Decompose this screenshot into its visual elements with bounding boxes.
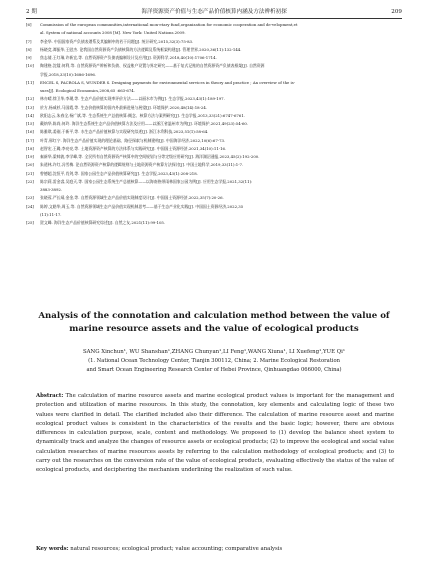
reference-number: [21]	[26, 170, 34, 176]
reference-item	[26, 161, 402, 169]
reference-text: Commission of the european communities,international mon-etary fund,organization for economic cooperation and de-velopment,et	[40, 22, 298, 27]
reference-text: sues[J]. Ecological Economics,2008,65 :663-674.	[40, 88, 135, 93]
affiliation-line-2: and Smart Ocean Engineering Research Center of Hebei Province, Qinhuangdao 066000, China)	[86, 367, 342, 373]
reference-number: [20]	[26, 162, 34, 168]
reference-text: 赵智宏,王璐,李亮亮,等. 土地资源资产核算的方法体系与实践研究[J]. 中国国土资源经济,2021,34(10):11-16.	[40, 145, 227, 151]
abstract-text: The calculation of marine resource assets and marine ecological product values is important for the management and protection and utilization of marine resources. In this study, the connotation, key elements and calculating logic of these two values were clarified in detail. The clarified included also their difference. The calculation of marine resource asset and marine ecological product values is consistent in the characteristics of the results and the basic logic; however, there are obvious differences in calculation purpose, scale, content and methodology. We proposed to (1) develop the balance sheet system to dynamically track and analyze the changes of resource assets or ecological products; (2) to improve the ecological and social value calculation researches of marine resources assets by referring to the calculation methodology of ecological products; and (3) to carry out the researches on the conversion rate of the value of ecological products, evaluating effectively the status of the value of ecological products, and deciphering the mechanism underlining the realization of such value.	[36, 393, 394, 474]
reference-text: 戴纳华,陈尚,何玲. 海洋生态系统生态产品价值核算方法及应用——以浙江省温州市为例[J]. 环境保护,2021,49(23):54-60.	[40, 121, 249, 126]
reference-number: [8]	[26, 46, 32, 52]
reference-number: [24]	[26, 203, 34, 209]
reference-item	[26, 112, 402, 120]
reference-item	[26, 219, 402, 227]
reference-number: [16]	[26, 129, 34, 135]
issue-number: 2 期	[26, 9, 37, 15]
reference-text: 陈宗莉,雷金睿,吴庭天,等. 国家公园生态系统生产总值核算——以海南热带雨林国家公园为例[J]. 应用生态学报,2021,32(11):	[40, 178, 253, 184]
english-abstract	[36, 392, 394, 476]
reference-text: (11):11-17.	[40, 211, 62, 217]
reference-item	[26, 194, 402, 202]
reference-item-continuation	[26, 211, 402, 219]
reference-text: 陶建格,沈镭,何利,等. 自然资源资产辨析和负债、权益账户设置与界定研究——基于复式记账的自然资源资产负债表框架[J]. 自然资源	[40, 63, 265, 69]
affiliation-line-1: (1. National Ocean Technology Center, Tianjin 300112, China; 2. Marine Ecological Restoration	[88, 358, 340, 364]
reference-list	[26, 21, 402, 227]
reference-text: 林亦晴,徐卫华,李璞,等. 生态产品价值实现率评价方法——以丽水市为例[J]. 生态学报,2023,43(1):189-197.	[40, 96, 225, 102]
reference-number: [12]	[26, 96, 34, 102]
english-title-line-1: Analysis of the connotation and calculation method between the value of	[38, 311, 390, 321]
page-number: 209	[391, 9, 402, 15]
reference-item	[26, 145, 402, 153]
reference-number: [23]	[26, 195, 34, 201]
reference-text: ENCEL S, PACROLA S, WUNDER S. Designing payments for environmental services in theory and practice ; An overview of the is-	[40, 79, 296, 85]
reference-number: [25]	[26, 220, 34, 225]
reference-item	[26, 153, 402, 161]
reference-number: [19]	[26, 154, 34, 159]
reference-text: 朱道林,许红,冯雪梅. 论自然资源资产核算的逻辑规则与土地资源资产核算方法探讨[J]. 中国土地科学,2019,33(11):1-7.	[40, 162, 244, 168]
reference-number: [14]	[26, 112, 34, 118]
reference-text: 李金华. 中国国家资产负债表谱系及其编制中的若干问题[J]. 统计研究,2015,32(3):75-83.	[40, 38, 194, 44]
reference-text: 秦新华,梁帅波,李学峰,等. 全民所有自然资源资产核算中的空间规划与分等定级应用研究[J]. 海洋湖沼通报,2023,45(2):192-200.	[40, 154, 260, 159]
header-divider	[26, 18, 402, 19]
reference-number: [7]	[26, 38, 32, 44]
reference-number: [15]	[26, 121, 34, 126]
reference-item	[26, 120, 402, 128]
reference-number: [18]	[26, 145, 34, 151]
reference-number: [9]	[26, 55, 32, 60]
reference-text: 陈婷,文皓华,周玉,等. 自然资源领域生态产品价值实现机制思考——基于生态产业化实践[J]. 中国国土资源经济,2022,35	[40, 203, 244, 209]
reference-text: 焦志倩,王红瑞,许新宜,等. 自然资源资产负债表编制设计及应用[J]. 资源科学,2018,40(10):1706-1714.	[40, 55, 217, 60]
reference-item	[26, 62, 402, 70]
reference-number: [10]	[26, 63, 34, 69]
reference-number: [22]	[26, 178, 34, 184]
english-title-line-2: marine resource assets and the value of ecological products	[69, 324, 359, 334]
reference-item	[26, 95, 402, 103]
reference-item-continuation	[26, 87, 402, 95]
reference-item	[26, 46, 402, 54]
reference-number: [11]	[26, 79, 34, 85]
english-authors: SANG Xinchun¹, WU Shanshan¹,ZHANG Chunyan¹,LI Feng¹,WANG Xiuna¹, LI Xuefeng¹,YUE Qi¹	[82, 349, 346, 355]
reference-text: 叶青,邢红宁. 海洋生态产品价值实现的理论基础、路径探索与机制建构[J]. 中国海洋经济,2022,10(6):67-73.	[40, 137, 226, 143]
reference-item	[26, 104, 402, 112]
reference-text: 贺文峰. 海洋生态产品价值核算研究综述[J]. 自然之友,2021(11):99-105.	[40, 220, 166, 225]
reference-text: 杨晓竞,谭振华,王慰杰. 论我国自然资源资产负债核算的方法逻辑及系统框架构建[J]. 管理世界,2020,36(11):132-144.	[40, 46, 242, 52]
page-header	[26, 6, 402, 18]
reference-text: 3883-3892.	[40, 187, 63, 192]
reference-text: 张晓蓉,严长靖,金金,等. 自然资源领域生态产品价值实现制度设计[J]. 中国国土资源经济,2022,35(7):20-26.	[40, 195, 224, 201]
english-title	[26, 310, 402, 336]
reference-number: [13]	[26, 104, 34, 110]
reference-text: 陈雅琪,姜刚,于新平,等. 水生态产品价值核算与实现研究综述[J]. 浙江水利科技,2023,51(1):58-64.	[40, 129, 209, 135]
reference-text: 於方,杨威杉,马国霞,等. 生态价值核算的国内外最新进展与展望[J]. 环境保护,2020,48(14):18-24.	[40, 104, 208, 110]
reference-item	[26, 21, 402, 29]
english-affiliations	[40, 357, 388, 375]
reference-item	[26, 178, 402, 186]
reference-item-continuation	[26, 186, 402, 194]
reference-item	[26, 79, 402, 87]
reference-item	[26, 54, 402, 62]
reference-item-continuation	[26, 71, 402, 79]
reference-item	[26, 137, 402, 145]
abstract-label: Abstract:	[36, 393, 64, 399]
reference-text: 曾德超,沈恒平,肖剑,等. 国家公园生态产品价值核算研究[J]. 生态学报,2023,43(1):208-218.	[40, 170, 198, 176]
reference-number: [6]	[26, 22, 32, 27]
reference-item	[26, 128, 402, 136]
reference-text: 欧阳志云,朱春全,杨广斌,等. 生态系统生产总值核算:概念、核算方法与案例研究[J]. 生态学报,2013,33(21):6747-6761.	[40, 112, 245, 118]
keywords-text: natural resources; ecological product; value accounting; comparative analysis	[68, 546, 283, 552]
reference-text: 学报,2018,33(10):1686-1696.	[40, 71, 97, 77]
reference-item	[26, 203, 402, 211]
english-keywords	[36, 545, 394, 554]
reference-number: [17]	[26, 137, 34, 143]
reference-item-continuation	[26, 29, 402, 37]
running-title: 海洋资源资产价值与生态产品价值核算内涵及方法辨析初探	[141, 9, 287, 15]
reference-text: al. System of national accounts 2008 [M]. New York: United Nations.2009.	[40, 30, 186, 36]
reference-item	[26, 170, 402, 178]
reference-item	[26, 38, 402, 46]
keywords-label: Key words:	[36, 546, 69, 552]
